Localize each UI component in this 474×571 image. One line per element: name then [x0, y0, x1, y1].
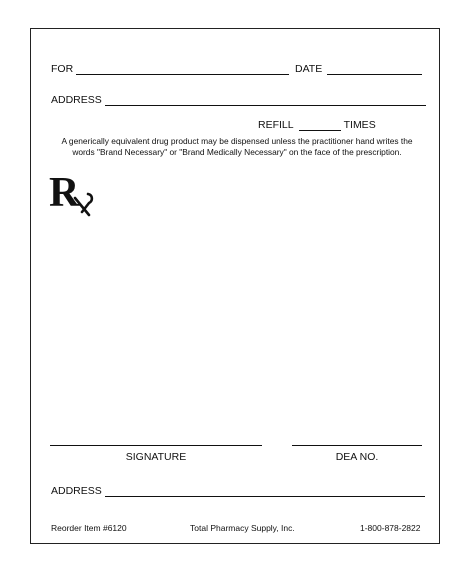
- rx-icon: [49, 168, 99, 218]
- svg-text:R: R: [49, 170, 80, 216]
- phone-number: 1-800-878-2822: [360, 523, 421, 533]
- date-row: [295, 64, 422, 75]
- for-row: [51, 64, 289, 75]
- for-label: FOR: [51, 63, 74, 75]
- address2-row: [51, 486, 425, 497]
- dea-number-label: DEA NO.: [335, 451, 379, 463]
- for-field[interactable]: [76, 74, 289, 75]
- times-label: TIMES: [343, 119, 376, 131]
- address-field[interactable]: [105, 105, 426, 106]
- address-row: [51, 95, 426, 106]
- address2-label: ADDRESS: [51, 485, 102, 497]
- address-label: ADDRESS: [51, 94, 102, 106]
- refill-row: [258, 120, 376, 131]
- company-name: Total Pharmacy Supply, Inc.: [190, 523, 295, 533]
- refill-field[interactable]: [299, 130, 341, 131]
- address2-field[interactable]: [105, 496, 425, 497]
- reorder-item: Reorder Item #6120: [51, 523, 127, 533]
- generic-substitution-notice: A generically equivalent drug product may be dispensed unless the practitioner hand writes the words "Brand Necessary" or "Brand Medically Necessary" on the face of the prescription.: [61, 136, 413, 157]
- signature-label: SIGNATURE: [125, 451, 187, 463]
- signature-field[interactable]: [50, 445, 262, 446]
- dea-number-field[interactable]: [292, 445, 422, 446]
- refill-label: REFILL: [258, 119, 294, 131]
- date-label: DATE: [295, 63, 323, 75]
- date-field[interactable]: [327, 74, 422, 75]
